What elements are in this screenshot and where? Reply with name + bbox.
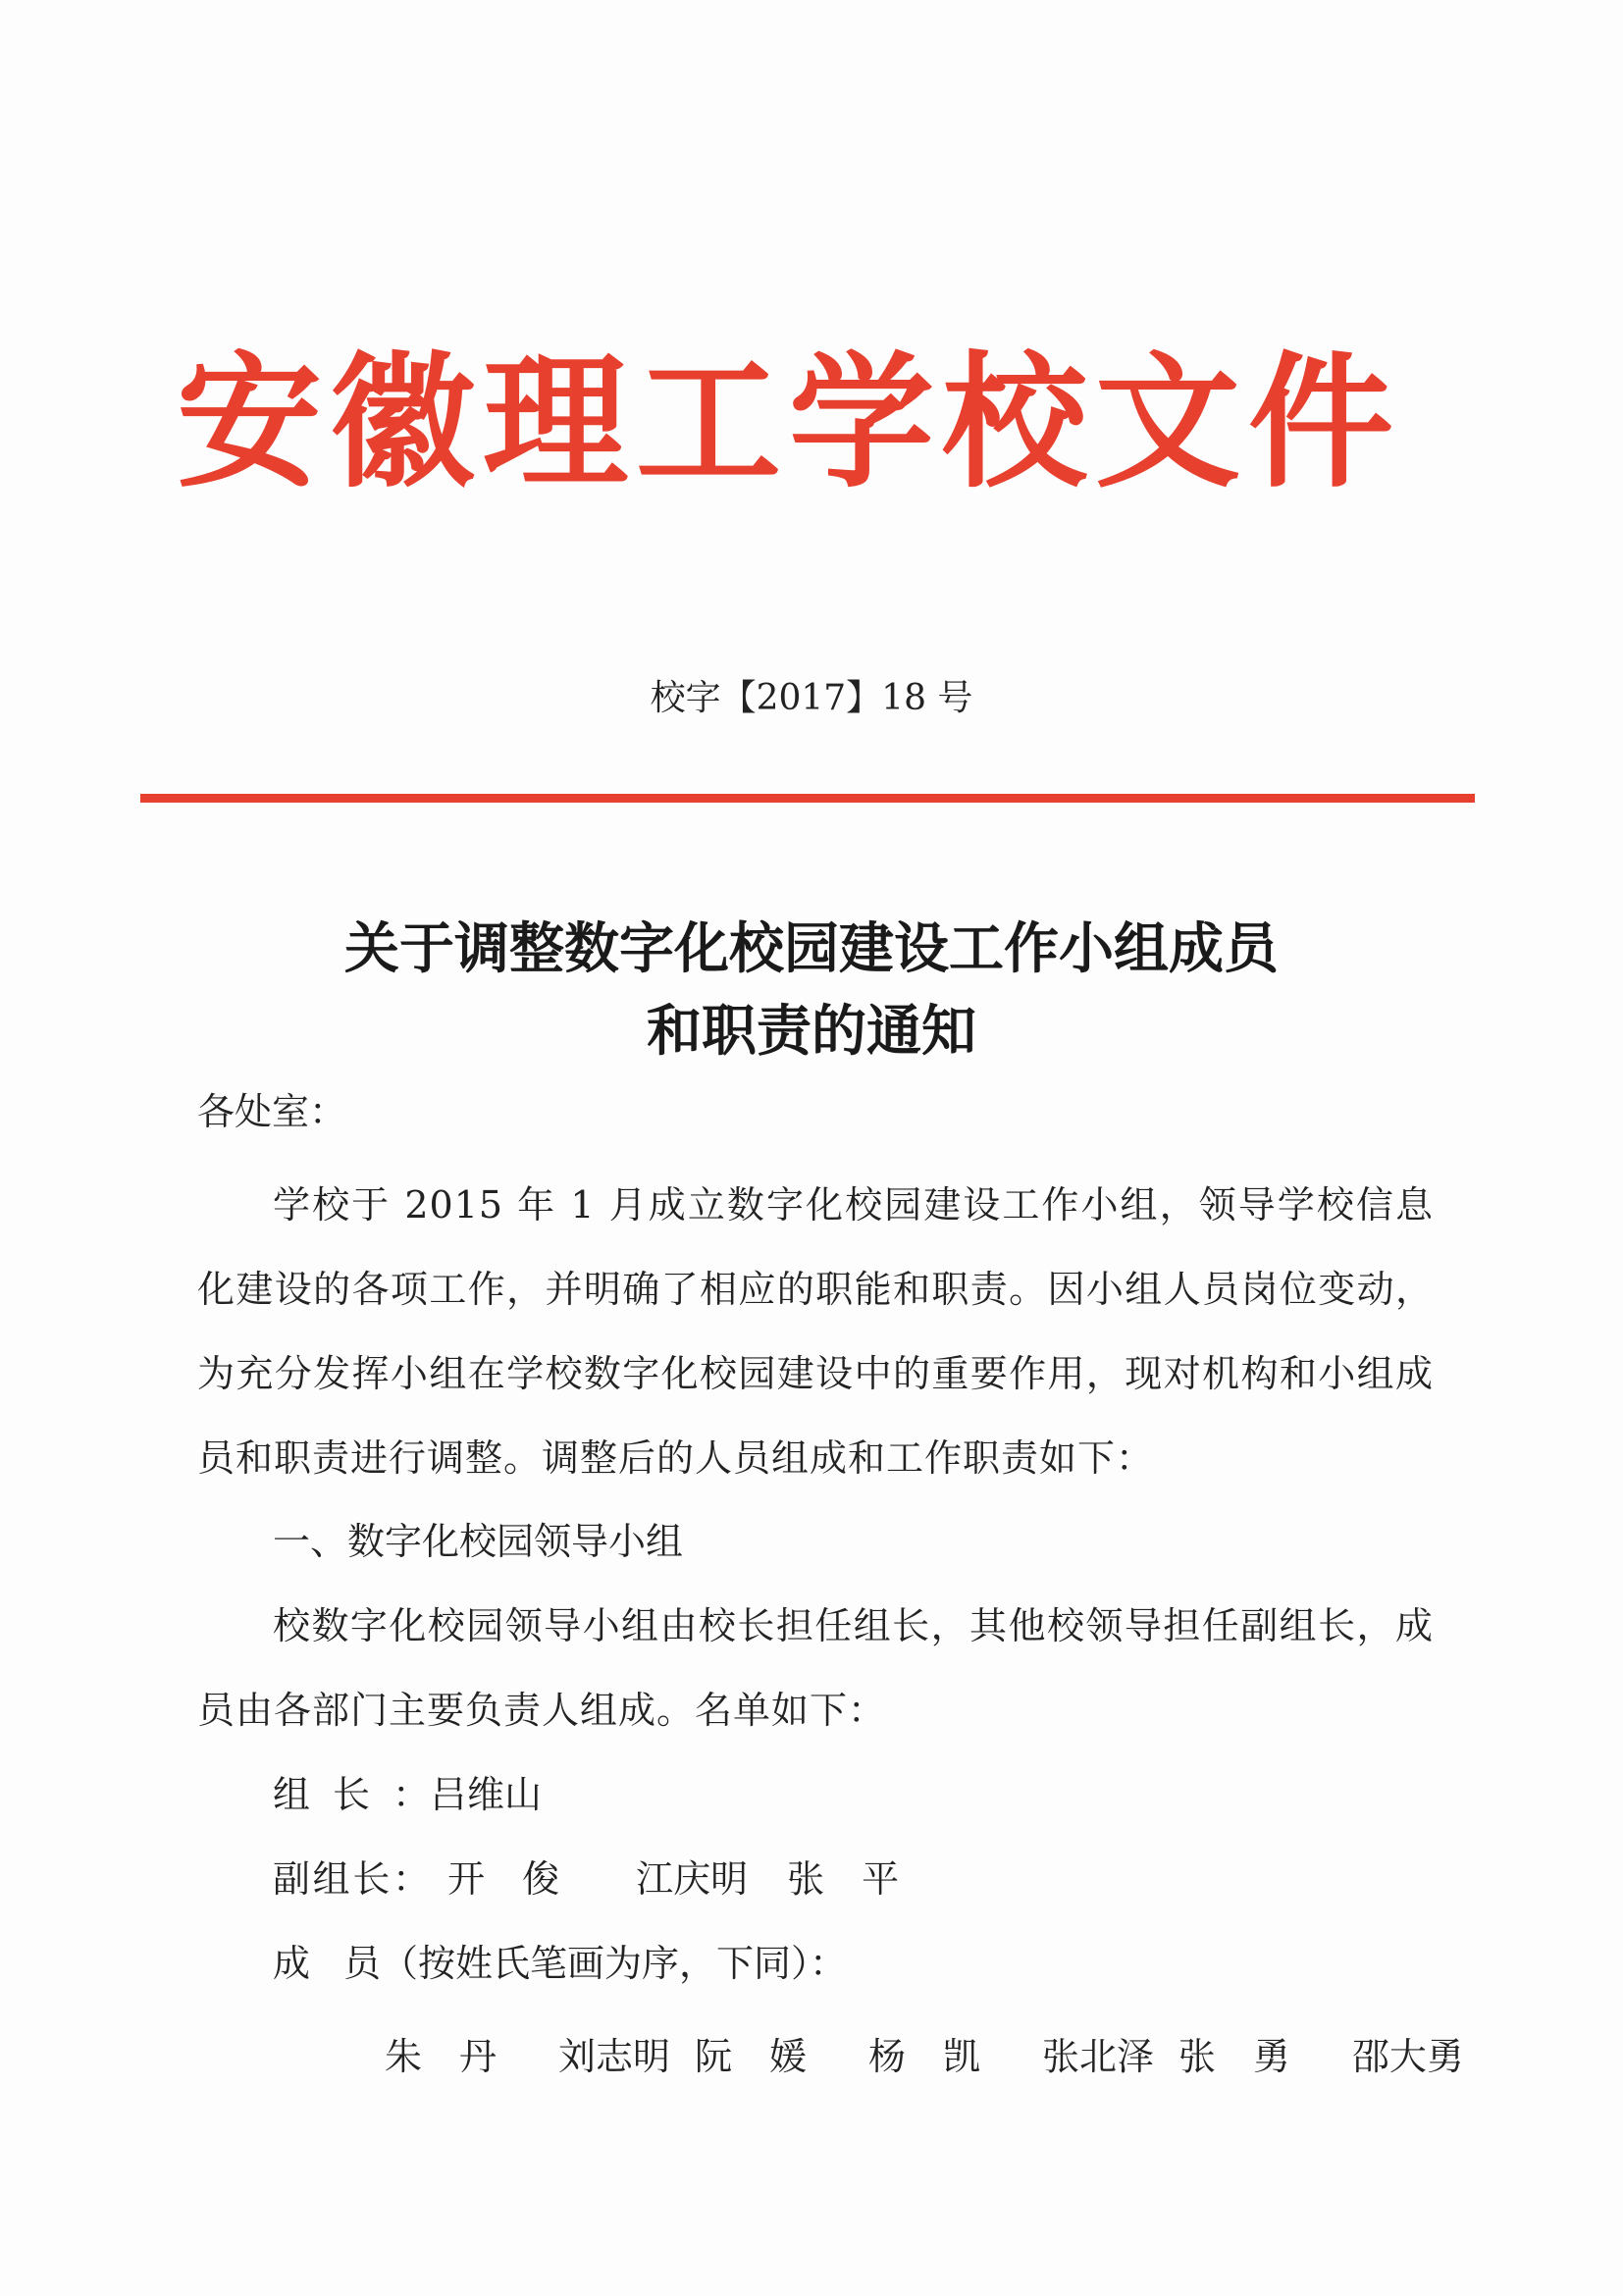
section-1-heading: 一、数字化校园领导小组 <box>273 1520 684 1563</box>
section-1-paragraph: 校数字化校园领导小组由校长担任组长，其他校领导担任副组长，成员由各部门主要负责人组成。名单如下： <box>197 1604 1434 1732</box>
member-name: 杨凯 <box>867 2035 1018 2078</box>
members-note: （按姓氏笔画为序，下同）： <box>381 1942 848 1985</box>
member-name: 邵大勇 <box>1351 2035 1464 2078</box>
members-line <box>273 1921 847 2006</box>
vice-leader-name: 张平 <box>787 1857 937 1901</box>
document-number: 校字【2017】18 号 <box>650 678 973 718</box>
greeting: 各处室： <box>197 1090 347 1133</box>
members-label: 成员 <box>273 1942 381 1985</box>
vice-leader-names <box>447 1837 936 1921</box>
vice-leader-name: 江庆明 <box>636 1857 749 1901</box>
vice-leader-line <box>273 1837 936 1921</box>
notice-title-line-2: 和职责的通知 <box>647 999 976 1064</box>
member-name: 张北泽 <box>1041 2035 1154 2078</box>
member-name: 刘志明 <box>557 2035 670 2078</box>
member-name: 阮媛 <box>694 2035 844 2078</box>
intro-paragraph: 学校于 2015 年 1 月成立数字化校园建设工作小组，领导学校信息化建设的各项工作，并明确了相应的职能和职责。因小组人员岗位变动，为充分发挥小组在学校数字化校园建设中的重要作用，现对机构和小组成员和职责进行调整。调整后的人员组成和工作职责如下： <box>197 1183 1434 1480</box>
vice-leader-name: 开俊 <box>447 1857 598 1901</box>
vice-leader-label: 副组长： <box>273 1857 430 1901</box>
member-list <box>385 2014 1464 2099</box>
leader-line <box>273 1752 542 1837</box>
leader-name: 吕维山 <box>430 1773 543 1816</box>
notice-title <box>223 908 1400 1072</box>
leader-label: 组长： <box>273 1773 430 1816</box>
notice-title-line-1: 关于调整数字化校园建设工作小组成员 <box>344 916 1279 981</box>
member-name: 张勇 <box>1178 2035 1328 2078</box>
member-name: 朱丹 <box>385 2035 535 2078</box>
red-divider-line <box>140 794 1475 803</box>
letterhead-title: 安徽理工学校文件 <box>177 337 1401 507</box>
